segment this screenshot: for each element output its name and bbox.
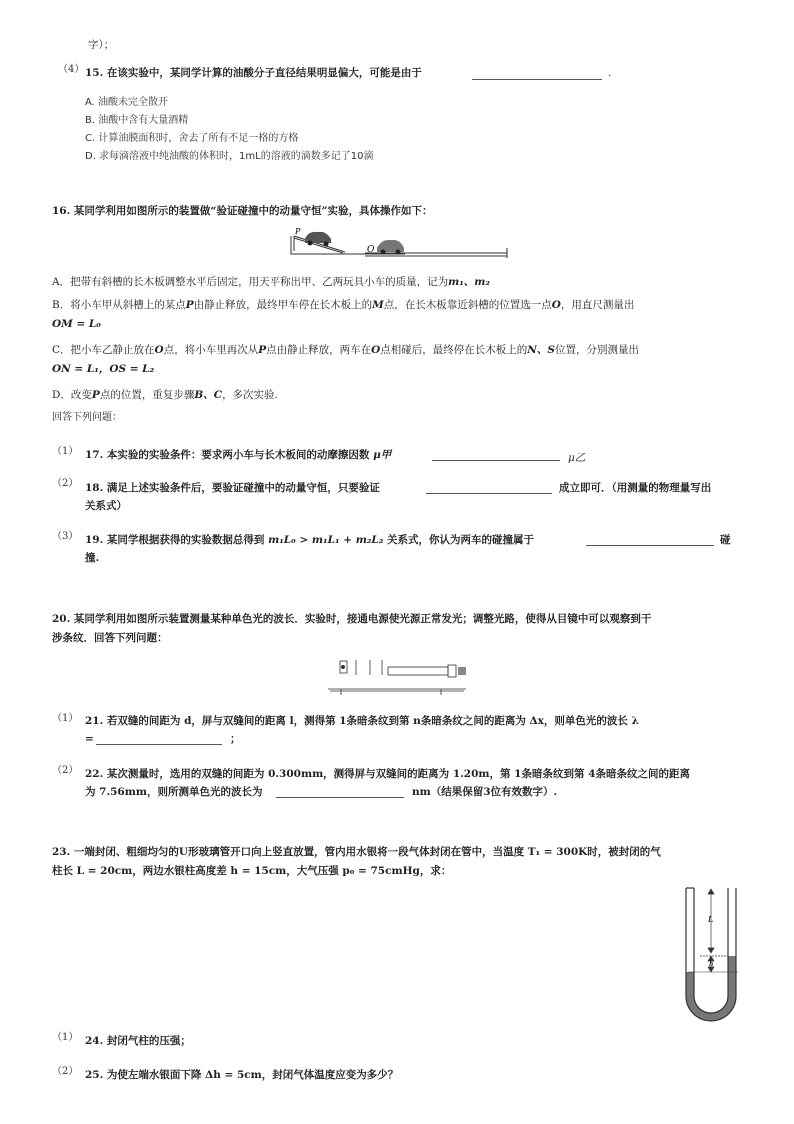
q23-stem-line1: 23. 一端封闭、粗细均匀的U形玻璃管开口向上竖直放置，管内用水银将一段气体封闭在管中，当温度 T₁ = 300K时，被封闭的气 xyxy=(52,846,661,858)
q15-part-number: （4） xyxy=(58,64,85,75)
fig-label-o: O xyxy=(367,245,375,255)
q22-answer-blank[interactable] xyxy=(276,797,404,798)
q19-answer-blank[interactable] xyxy=(586,545,714,546)
q18-answer-blank[interactable] xyxy=(426,493,552,494)
q15-option-a: A. 油酸未完全散开 xyxy=(85,97,169,108)
q15-option-c: C. 计算油膜面积时，舍去了所有不足一格的方格 xyxy=(85,133,299,144)
q16-step-b: B．将小车甲从斜槽上的某点P由静止释放，最终甲车停在长木板上的M点，在长木板靠近斜槽的位置选一点O，用直尺测量出 xyxy=(52,299,635,311)
q16-stem: 16. 某同学利用如图所示的装置做“验证碰撞中的动量守恒”实验，具体操作如下： xyxy=(52,205,433,217)
q25-part-number: （2） xyxy=(52,1066,79,1077)
q21-end: ； xyxy=(230,733,241,745)
q21-stem: 21. 若双缝的间距为 d，屏与双缝间的距离 l，测得第 1条暗条纹到第 n条暗条纹之间的距离为 Δx，则单色光的波长 λ xyxy=(85,715,639,727)
q18-tail: 成立即可．（用测量的物理量写出 xyxy=(559,482,712,494)
fig-label-h: h xyxy=(709,960,714,968)
car-yi-icon xyxy=(377,240,404,255)
q17-stem: 17. 本实验的实验条件：要求两小车与长木板间的动摩擦因数 μ甲 xyxy=(85,449,392,461)
q21-eq: = xyxy=(85,733,94,745)
fig-label-p: P xyxy=(295,227,301,236)
q18-stem: 18. 满足上述实验条件后，要验证碰撞中的动量守恒，只要验证 xyxy=(85,482,380,494)
q22-line2b: nm（结果保留3位有效数字）. xyxy=(412,786,558,798)
q22-part-number: （2） xyxy=(52,765,79,776)
fig-label-l: L xyxy=(708,915,714,924)
q22-line2a: 为 7.56mm，则所测单色光的波长为 xyxy=(85,786,263,798)
q21-part-number: （1） xyxy=(52,713,79,724)
q16-answer-prompt: 回答下列问题： xyxy=(52,412,122,423)
q19-line2: 撞. xyxy=(85,552,100,564)
q16-step-c-eq: ON = L₁，OS = L₂ xyxy=(52,363,155,375)
q19-stem: 19. 某同学根据获得的实验数据总得到 m₁L₀ > m₁L₁ + m₂L₂ 关系式，你认为两车的碰撞属于 xyxy=(85,534,535,546)
q14-tail: 字）； xyxy=(88,39,115,51)
q16-step-c: C．把小车乙静止放在O点，将小车里再次从P点由静止释放，两车在O点相碰后，最终停在长木板上的N、S位置，分别测量出 xyxy=(52,344,639,356)
q15-stem: 15. 在该实验中，某同学计算的油酸分子直径结果明显偏大，可能是由于 xyxy=(85,67,422,79)
q19-tail: 碰 xyxy=(720,534,731,546)
q15-option-d: D. 求每滴溶液中纯油酸的体积时，1mL的溶液的滴数多记了10滴 xyxy=(85,151,374,162)
q21-answer-blank[interactable] xyxy=(96,744,222,745)
q24-part-number: （1） xyxy=(52,1032,79,1043)
q20-apparatus-figure xyxy=(326,655,471,695)
q15-answer-blank[interactable] xyxy=(472,79,602,80)
q23-u-tube-figure xyxy=(678,886,744,1026)
q16-step-a: A．把带有斜槽的长木板调整水平后固定，用天平称出甲、乙两玩具小车的质量，记为m₁、m₂ xyxy=(52,276,491,288)
q24-stem: 24. 封闭气柱的压强； xyxy=(85,1035,191,1047)
q18-part-number: （2） xyxy=(52,478,79,489)
q18-line2: 关系式） xyxy=(85,500,127,512)
eyepiece-icon xyxy=(458,667,466,675)
q15-end: . xyxy=(608,67,612,79)
q17-mu2: μ乙 xyxy=(568,452,586,464)
q20-stem-line1: 20. 某同学利用如图所示装置测量某种单色光的波长．实验时，接通电源使光源正常发光；调整光路，使得从目镜中可以观察到干 xyxy=(52,613,652,625)
q16-track-figure xyxy=(285,226,510,262)
q17-part-number: （1） xyxy=(52,446,79,457)
light-source-icon xyxy=(341,665,345,669)
q19-part-number: （3） xyxy=(52,531,79,542)
q16-step-b-eq: OM = L₀ xyxy=(52,318,101,330)
q22-stem: 22. 某次测量时，选用的双缝的间距为 0.300mm，测得屏与双缝间的距离为 1.20m，第 1条暗条纹到第 4条暗条纹之间的距离 xyxy=(85,768,690,780)
q20-stem-line2: 涉条纹．回答下列问题： xyxy=(52,632,168,644)
q25-stem: 25. 为使左端水银面下降 Δh = 5cm，封闭气体温度应变为多少？ xyxy=(85,1069,399,1081)
q15-option-b: B. 油酸中含有大量酒精 xyxy=(85,115,189,126)
q23-stem-line2: 柱长 L = 20cm，两边水银柱高度差 h = 15cm，大气压强 p₀ = 75cmHg，求： xyxy=(52,865,452,877)
q16-step-d: D．改变P点的位置，重复步骤B、C，多次实验. xyxy=(52,389,278,401)
car-jia-icon xyxy=(305,232,331,247)
q17-answer-blank[interactable] xyxy=(432,460,560,461)
